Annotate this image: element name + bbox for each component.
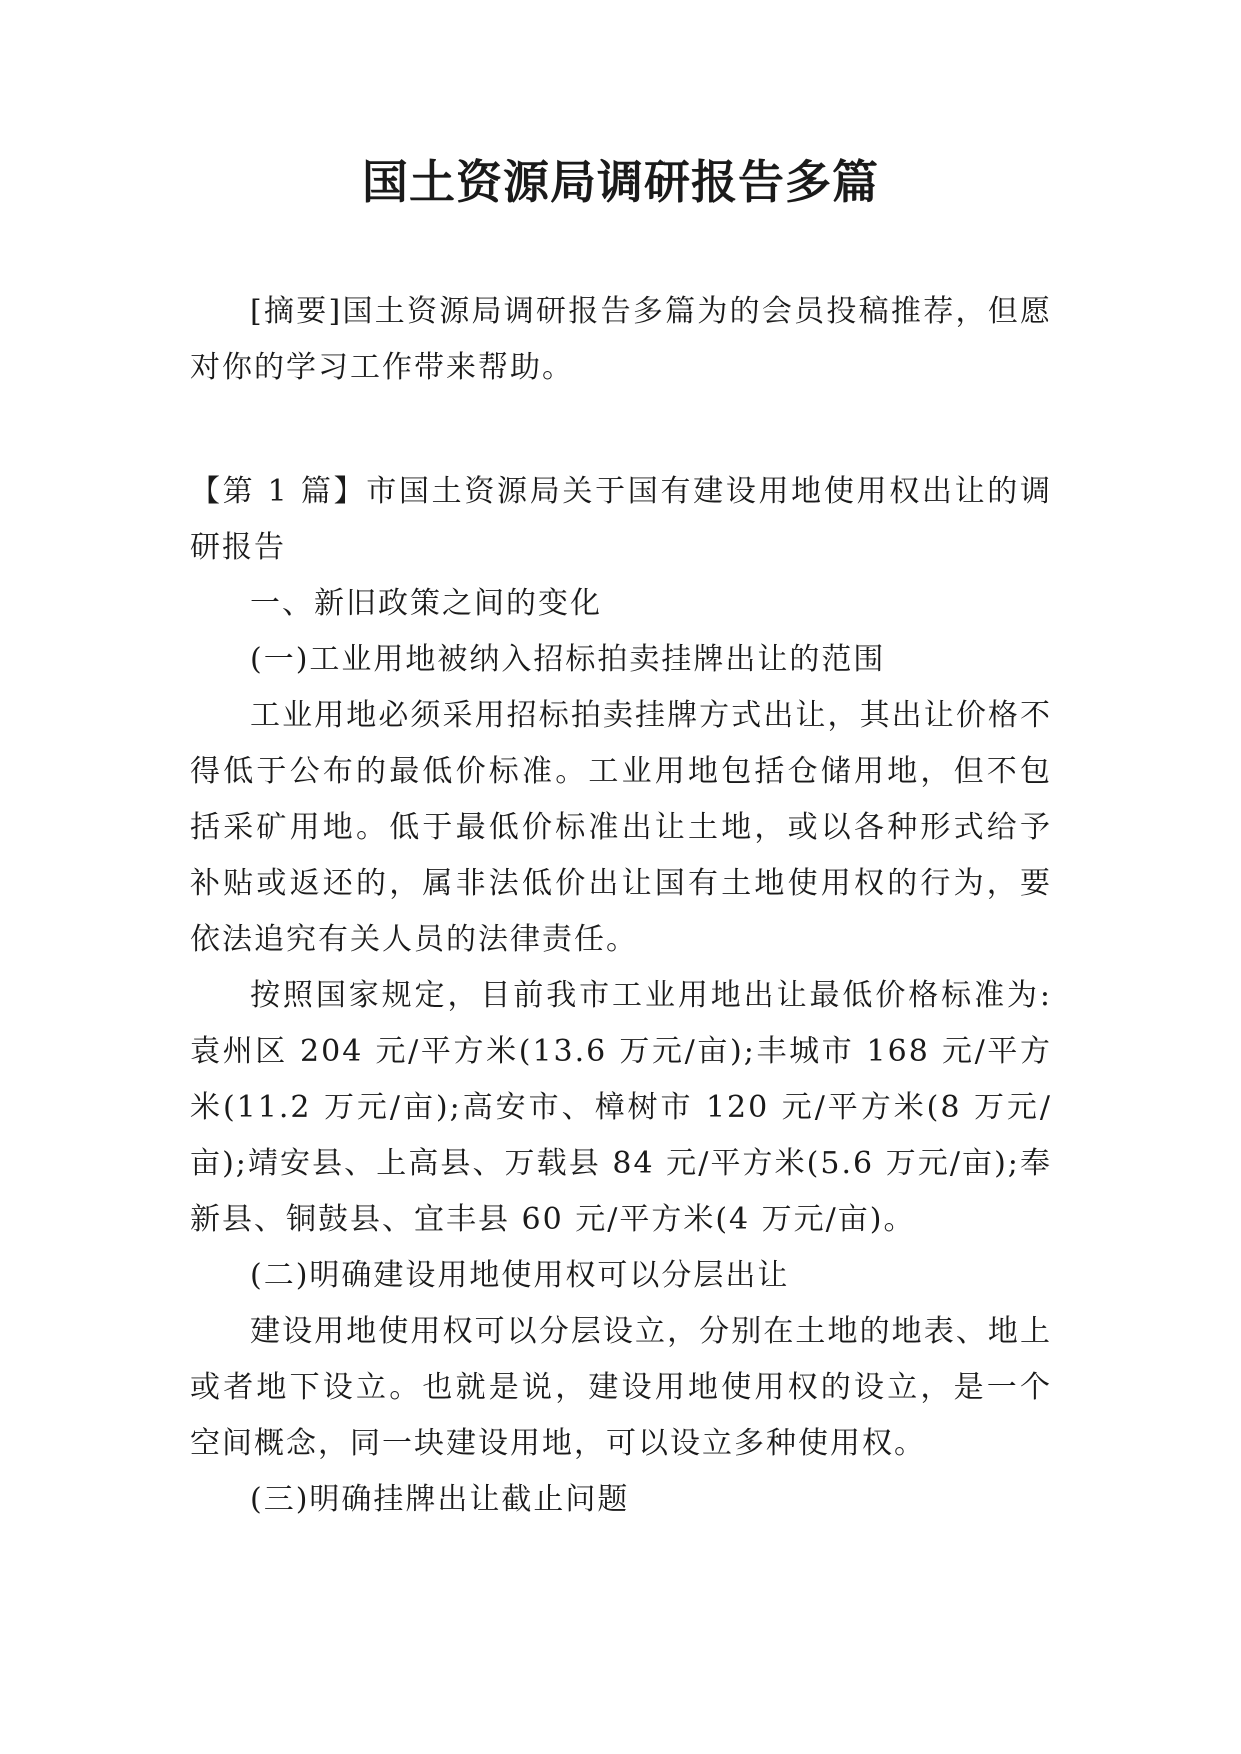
content-block	[190, 464, 1052, 1528]
section-heading-policy-changes: 一、新旧政策之间的变化	[250, 586, 602, 621]
subsection-heading-1: (一)工业用地被纳入招标拍卖挂牌出让的范围	[250, 642, 886, 677]
subsection-heading-2: (二)明确建设用地使用权可以分层出让	[250, 1258, 790, 1293]
body-paragraph: 工业用地必须采用招标拍卖挂牌方式出让，其出让价格不得低于公布的最低价标准。工业用地包括仓储用地，但不包括采矿用地。低于最低价标准出让土地，或以各种形式给予补贴或返还的，属非法低价出让国有土地使用权的行为，要依法追究有关人员的法律责任。	[190, 698, 1052, 957]
abstract-block	[190, 284, 1052, 396]
body-paragraph: 建设用地使用权可以分层设立，分别在土地的地表、地上或者地下设立。也就是说，建设用地使用权的设立，是一个空间概念，同一块建设用地，可以设立多种使用权。	[190, 1314, 1052, 1461]
abstract-paragraph: [摘要]国土资源局调研报告多篇为的会员投稿推荐，但愿对你的学习工作带来帮助。	[190, 294, 1052, 385]
section-heading-article-1: 【第 1 篇】市国土资源局关于国有建设用地使用权出让的调研报告	[190, 474, 1052, 565]
subsection-heading-3: (三)明确挂牌出让截止问题	[250, 1482, 630, 1517]
page-title: 国土资源局调研报告多篇	[362, 155, 879, 209]
body-paragraph: 按照国家规定，目前我市工业用地出让最低价格标准为:袁州区 204 元/平方米(13.6 万元/亩);丰城市 168 元/平方米(11.2 万元/亩);高安市、樟树市 120 元/平方米(8 万元/亩);靖安县、上高县、万载县 84 元/平方米(5.6 万元/亩);奉新县、铜鼓县、宜丰县 60 元/平方米(4 万元/亩)。	[190, 978, 1052, 1237]
